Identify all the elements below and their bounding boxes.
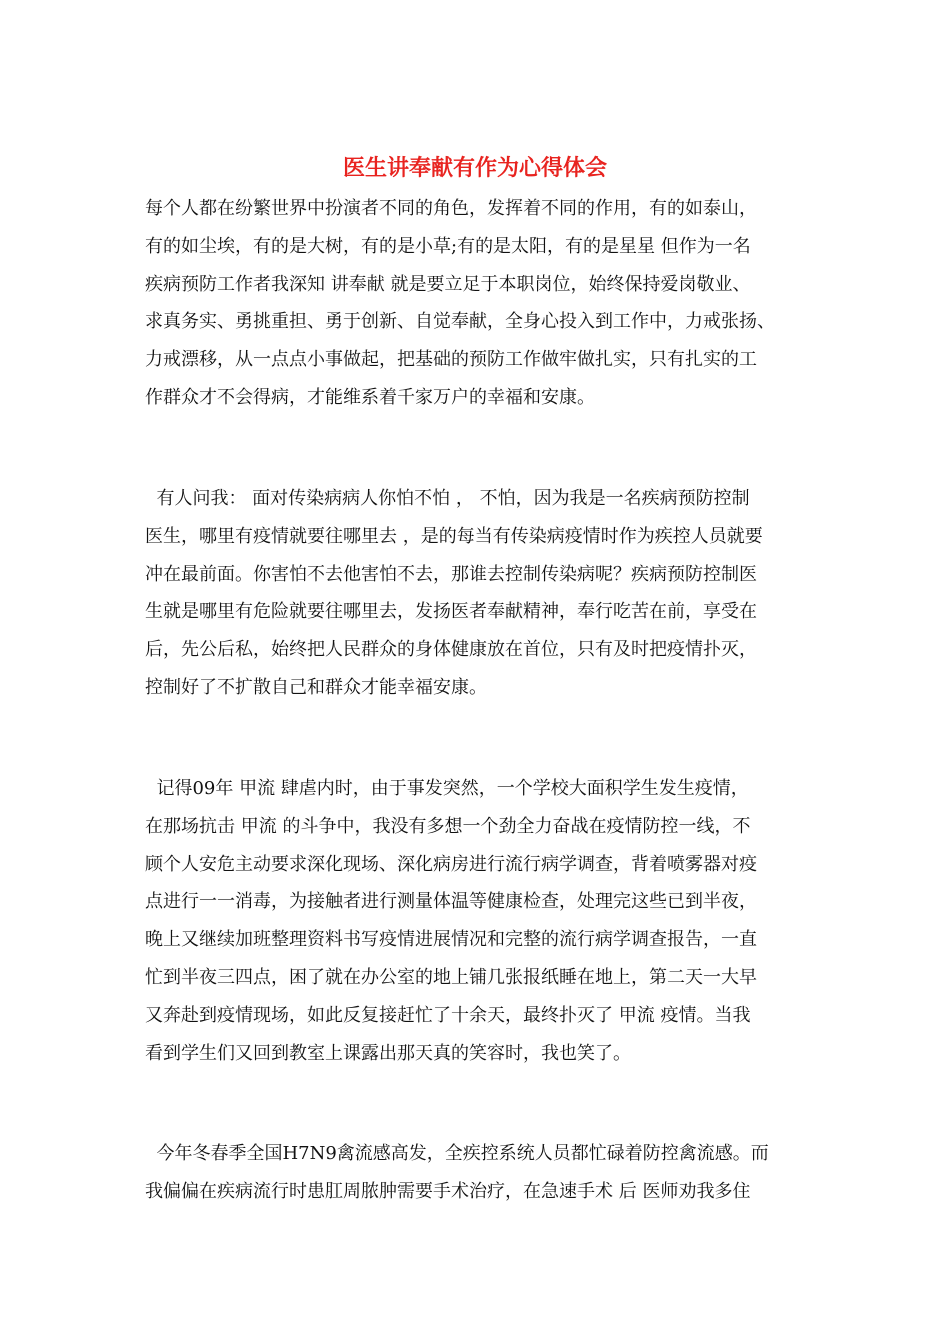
paragraph-line: 看到学生们又回到教室上课露出那天真的笑容时，我也笑了。 [145,1042,631,1064]
paragraph-line: 又奔赴到疫情现场，如此反复接赶忙了十余天，最终扑灭了 甲流 疫情。当我 [145,1004,751,1026]
paragraph-line: 记得09年 甲流 肆虐内时，由于事发突然，一个学校大面积学生发生疫情， [145,778,749,799]
paragraph-line: 作群众才不会得病，才能维系着千家万户的幸福和安康。 [145,386,595,408]
paragraph-line: 点进行一一消毒，为接触者进行测量体温等健康检查，处理完这些已到半夜， [145,891,757,913]
paragraph-line: 生就是哪里有危险就要往哪里去，发扬医者奉献精神，奉行吃苦在前，享受在 [145,601,757,623]
paragraph-line: 晚上又继续加班整理资料书写疫情进展情况和完整的流行病学调查报告，一直 [145,929,757,951]
paragraph-line: 疾病预防工作者我深知 讲奉献 就是要立足于本职岗位，始终保持爱岗敬业、 [145,273,751,295]
paragraph-4 [145,1135,810,1211]
paragraph-line: 医生，哪里有疫情就要往哪里去 ，是的每当有传染病疫情时作为疾控人员就要 [145,525,763,547]
paragraph-line: 控制好了不扩散自己和群众才能幸福安康。 [145,676,487,698]
paragraph-line: 顾个人安危主动要求深化现场、深化病房进行流行病学调查，背着喷雾器对疫 [145,853,757,875]
paragraph-1 [145,190,810,417]
paragraph-line: 在那场抗击 甲流 的斗争中，我没有多想一个劲全力奋战在疫情防控一线，不 [145,815,751,837]
paragraph-2 [145,480,810,707]
paragraph-line: 冲在最前面。你害怕不去他害怕不去，那谁去控制传染病呢？疾病预防控制医 [145,563,757,585]
paragraph-line: 有人问我： 面对传染病病人你怕不怕 ， 不怕，因为我是一名疾病预防控制 [145,488,750,509]
paragraph-line: 力戒漂移，从一点点小事做起，把基础的预防工作做牢做扎实，只有扎实的工 [145,349,757,371]
paragraph-line: 求真务实、勇挑重担、勇于创新、自觉奉献，全身心投入到工作中，力戒张扬、 [145,311,775,333]
paragraph-line: 今年冬春季全国H7N9禽流感高发，全疾控系统人员都忙碌着防控禽流感。而 [145,1143,769,1164]
paragraph-line: 忙到半夜三四点，困了就在办公室的地上铺几张报纸睡在地上，第二天一大早 [145,966,757,988]
document-title: 医生讲奉献有作为心得体会 [342,155,607,181]
paragraph-line: 我偏偏在疾病流行时患肛周脓肿需要手术治疗，在急速手术 后 医师劝我多住 [145,1180,751,1202]
paragraph-line: 后，先公后私，始终把人民群众的身体健康放在首位，只有及时把疫情扑灭， [145,639,757,661]
paragraph-line: 每个人都在纷繁世界中扮演者不同的角色，发挥着不同的作用，有的如泰山， [145,198,757,219]
paragraph-3 [145,770,810,1072]
paragraph-line: 有的如尘埃，有的是大树，有的是小草;有的是太阳，有的是星星 但作为一名 [145,235,751,257]
